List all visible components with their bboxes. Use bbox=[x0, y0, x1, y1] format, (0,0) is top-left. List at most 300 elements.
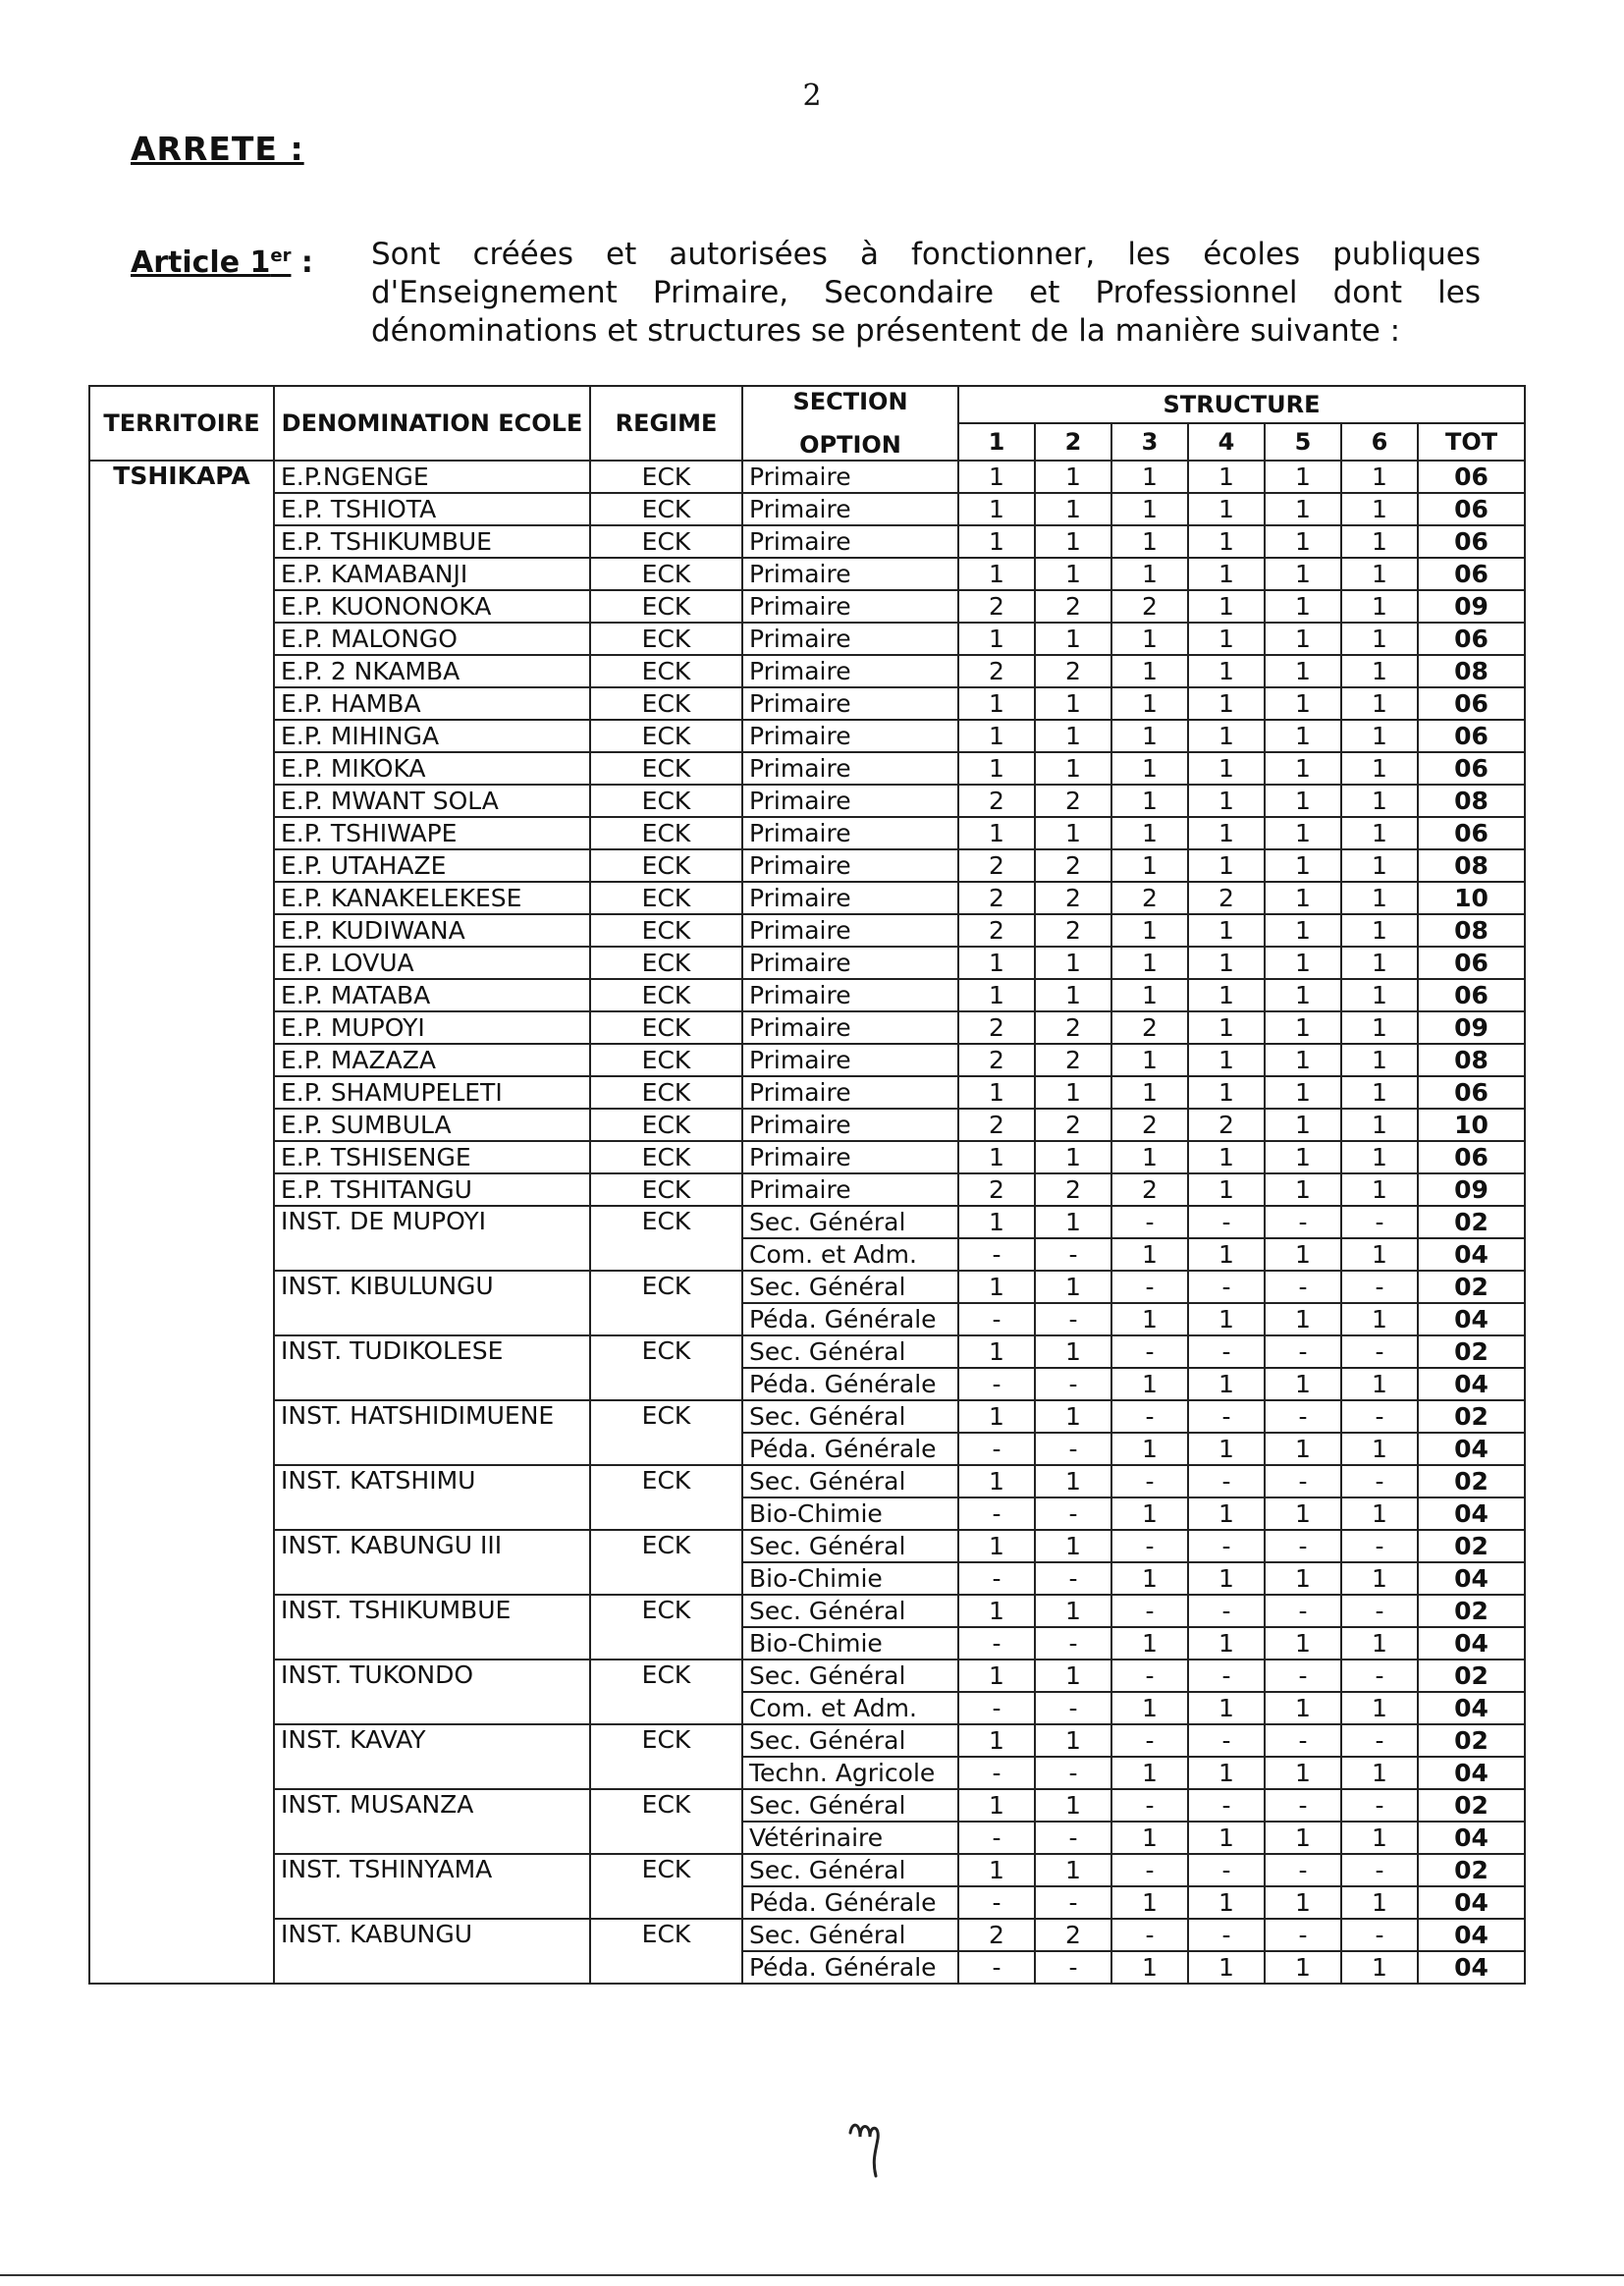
table-row bbox=[89, 947, 1525, 979]
structure-cell: 2 bbox=[1035, 849, 1111, 882]
structure-cell: 1 bbox=[1188, 785, 1265, 817]
structure-cell: 1 bbox=[1035, 1076, 1111, 1109]
structure-cell: 1 bbox=[1341, 882, 1418, 914]
total-cell: 06 bbox=[1418, 461, 1525, 493]
structure-cell: 1 bbox=[1341, 1109, 1418, 1141]
structure-cell: 1 bbox=[1035, 947, 1111, 979]
table-row bbox=[89, 1919, 1525, 1951]
total-cell: 08 bbox=[1418, 914, 1525, 947]
total-cell: 09 bbox=[1418, 590, 1525, 623]
structure-cell: 1 bbox=[1341, 1822, 1418, 1854]
structure-cell: - bbox=[1035, 1627, 1111, 1660]
structure-cell: 1 bbox=[1188, 525, 1265, 558]
structure-cell: 1 bbox=[1111, 1076, 1188, 1109]
header-col-6: 6 bbox=[1341, 423, 1418, 461]
structure-cell: - bbox=[1188, 1271, 1265, 1303]
structure-cell: 1 bbox=[1265, 1238, 1341, 1271]
regime-cell: ECK bbox=[590, 1109, 742, 1141]
structure-cell: 1 bbox=[1188, 655, 1265, 687]
structure-cell: - bbox=[958, 1757, 1035, 1789]
regime-cell: ECK bbox=[590, 785, 742, 817]
structure-cell: 1 bbox=[1341, 1562, 1418, 1595]
structure-cell: 1 bbox=[1341, 1433, 1418, 1465]
structure-cell: - bbox=[1111, 1530, 1188, 1562]
section-cell: Primaire bbox=[742, 1141, 958, 1173]
structure-cell: 1 bbox=[1341, 817, 1418, 849]
structure-cell: - bbox=[1035, 1368, 1111, 1400]
structure-cell: 2 bbox=[1035, 1173, 1111, 1206]
structure-cell: - bbox=[1341, 1595, 1418, 1627]
structure-cell: - bbox=[1035, 1433, 1111, 1465]
structure-cell: - bbox=[1188, 1400, 1265, 1433]
total-cell: 02 bbox=[1418, 1335, 1525, 1368]
regime-cell: ECK bbox=[590, 1660, 742, 1724]
structure-cell: 2 bbox=[1188, 882, 1265, 914]
structure-cell: 1 bbox=[1111, 1886, 1188, 1919]
structure-cell: 1 bbox=[1341, 461, 1418, 493]
structure-cell: 1 bbox=[1265, 558, 1341, 590]
structure-cell: 1 bbox=[1188, 947, 1265, 979]
structure-cell: - bbox=[958, 1303, 1035, 1335]
section-cell: Primaire bbox=[742, 752, 958, 785]
structure-cell: 1 bbox=[1265, 623, 1341, 655]
school-name: E.P. MIKOKA bbox=[274, 752, 590, 785]
section-cell: Péda. Générale bbox=[742, 1368, 958, 1400]
structure-cell: 1 bbox=[1035, 687, 1111, 720]
total-cell: 02 bbox=[1418, 1854, 1525, 1886]
total-cell: 04 bbox=[1418, 1951, 1525, 1984]
structure-cell: 1 bbox=[1111, 1757, 1188, 1789]
structure-cell: - bbox=[1035, 1692, 1111, 1724]
structure-cell: 1 bbox=[1111, 1951, 1188, 1984]
structure-cell: 1 bbox=[958, 1400, 1035, 1433]
section-cell: Sec. Général bbox=[742, 1789, 958, 1822]
section-cell: Techn. Agricole bbox=[742, 1757, 958, 1789]
structure-cell: - bbox=[1188, 1595, 1265, 1627]
section-cell: Sec. Général bbox=[742, 1271, 958, 1303]
structure-cell: 1 bbox=[1341, 655, 1418, 687]
regime-cell: ECK bbox=[590, 1173, 742, 1206]
arrete-heading: ARRETE : bbox=[131, 130, 304, 168]
structure-cell: 2 bbox=[958, 1011, 1035, 1044]
regime-cell: ECK bbox=[590, 1206, 742, 1271]
total-cell: 02 bbox=[1418, 1206, 1525, 1238]
structure-cell: 1 bbox=[1111, 1627, 1188, 1660]
structure-cell: 1 bbox=[958, 1854, 1035, 1886]
structure-cell: 1 bbox=[1111, 461, 1188, 493]
section-cell: Primaire bbox=[742, 525, 958, 558]
section-cell: Sec. Général bbox=[742, 1724, 958, 1757]
table-row bbox=[89, 623, 1525, 655]
structure-cell: - bbox=[958, 1368, 1035, 1400]
structure-cell: 1 bbox=[958, 947, 1035, 979]
structure-cell: 1 bbox=[1035, 1465, 1111, 1497]
regime-cell: ECK bbox=[590, 720, 742, 752]
section-cell: Com. et Adm. bbox=[742, 1692, 958, 1724]
structure-cell: 1 bbox=[1111, 1141, 1188, 1173]
structure-cell: 1 bbox=[958, 525, 1035, 558]
structure-cell: 1 bbox=[1188, 817, 1265, 849]
structure-cell: 2 bbox=[958, 1109, 1035, 1141]
structure-cell: 1 bbox=[1265, 1433, 1341, 1465]
table-row bbox=[89, 1400, 1525, 1433]
table-row bbox=[89, 882, 1525, 914]
structure-cell: 1 bbox=[958, 1335, 1035, 1368]
structure-cell: 1 bbox=[958, 1465, 1035, 1497]
structure-cell: 1 bbox=[958, 493, 1035, 525]
structure-cell: 2 bbox=[1035, 914, 1111, 947]
structure-cell: 1 bbox=[1341, 752, 1418, 785]
structure-cell: 1 bbox=[1265, 655, 1341, 687]
structure-cell: - bbox=[1265, 1206, 1341, 1238]
structure-cell: - bbox=[1341, 1335, 1418, 1368]
section-cell: Primaire bbox=[742, 849, 958, 882]
total-cell: 06 bbox=[1418, 720, 1525, 752]
structure-cell: 1 bbox=[1265, 1951, 1341, 1984]
structure-cell: - bbox=[1035, 1757, 1111, 1789]
structure-cell: 1 bbox=[1341, 1886, 1418, 1919]
structure-cell: 2 bbox=[958, 914, 1035, 947]
structure-cell: 1 bbox=[1265, 1076, 1341, 1109]
school-name: E.P. SHAMUPELETI bbox=[274, 1076, 590, 1109]
total-cell: 02 bbox=[1418, 1595, 1525, 1627]
section-cell: Primaire bbox=[742, 1011, 958, 1044]
structure-cell: 2 bbox=[1111, 1011, 1188, 1044]
structure-cell: 1 bbox=[1341, 947, 1418, 979]
structure-cell: 1 bbox=[1111, 817, 1188, 849]
structure-cell: - bbox=[1341, 1400, 1418, 1433]
structure-cell: - bbox=[1111, 1271, 1188, 1303]
structure-cell: 1 bbox=[958, 1595, 1035, 1627]
article-text: Sont créées et autorisées à fonctionner, les écoles publiques d'Enseignement Primaire, Secondaire et Professionnel dont les dénominations et structures se présentent de la manière suivante : bbox=[371, 237, 1481, 349]
header-regime: REGIME bbox=[590, 386, 742, 461]
structure-cell: 1 bbox=[1341, 914, 1418, 947]
structure-cell: - bbox=[1265, 1595, 1341, 1627]
section-cell: Bio-Chimie bbox=[742, 1562, 958, 1595]
structure-cell: - bbox=[958, 1886, 1035, 1919]
regime-cell: ECK bbox=[590, 558, 742, 590]
institute-name: INST. MUSANZA bbox=[274, 1789, 590, 1854]
total-cell: 08 bbox=[1418, 1044, 1525, 1076]
structure-cell: 1 bbox=[1265, 461, 1341, 493]
structure-cell: - bbox=[1035, 1303, 1111, 1335]
table-row bbox=[89, 1530, 1525, 1562]
regime-cell: ECK bbox=[590, 1011, 742, 1044]
table-row bbox=[89, 1465, 1525, 1497]
structure-cell: - bbox=[1188, 1530, 1265, 1562]
structure-cell: 1 bbox=[1035, 493, 1111, 525]
structure-cell: 1 bbox=[1341, 558, 1418, 590]
structure-cell: 1 bbox=[1341, 720, 1418, 752]
institute-name: INST. TUKONDO bbox=[274, 1660, 590, 1724]
structure-cell: 1 bbox=[1188, 1044, 1265, 1076]
structure-cell: 2 bbox=[1188, 1109, 1265, 1141]
structure-cell: 1 bbox=[1188, 720, 1265, 752]
structure-cell: 2 bbox=[1035, 1044, 1111, 1076]
structure-cell: 1 bbox=[1188, 590, 1265, 623]
section-cell: Primaire bbox=[742, 947, 958, 979]
structure-cell: 2 bbox=[1111, 1173, 1188, 1206]
table-row bbox=[89, 1271, 1525, 1303]
structure-cell: 1 bbox=[1111, 558, 1188, 590]
structure-cell: - bbox=[1188, 1335, 1265, 1368]
section-cell: Sec. Général bbox=[742, 1206, 958, 1238]
total-cell: 08 bbox=[1418, 655, 1525, 687]
structure-cell: 1 bbox=[1035, 817, 1111, 849]
structure-cell: 1 bbox=[1035, 1271, 1111, 1303]
regime-cell: ECK bbox=[590, 1335, 742, 1400]
structure-cell: 1 bbox=[1341, 1757, 1418, 1789]
structure-cell: 2 bbox=[1035, 1109, 1111, 1141]
structure-cell: 1 bbox=[958, 1076, 1035, 1109]
structure-cell: 1 bbox=[1341, 785, 1418, 817]
table-row bbox=[89, 1206, 1525, 1238]
structure-cell: - bbox=[1265, 1724, 1341, 1757]
total-cell: 06 bbox=[1418, 687, 1525, 720]
structure-cell: 1 bbox=[1265, 1044, 1341, 1076]
total-cell: 04 bbox=[1418, 1238, 1525, 1271]
table-row bbox=[89, 1044, 1525, 1076]
structure-cell: 2 bbox=[1035, 882, 1111, 914]
total-cell: 04 bbox=[1418, 1757, 1525, 1789]
regime-cell: ECK bbox=[590, 817, 742, 849]
structure-cell: 1 bbox=[1111, 1822, 1188, 1854]
school-name: E.P. TSHIKUMBUE bbox=[274, 525, 590, 558]
regime-cell: ECK bbox=[590, 1044, 742, 1076]
structure-cell: 1 bbox=[1341, 590, 1418, 623]
structure-cell: - bbox=[1341, 1206, 1418, 1238]
structure-cell: 1 bbox=[1265, 1141, 1341, 1173]
structure-cell: 1 bbox=[1341, 1044, 1418, 1076]
regime-cell: ECK bbox=[590, 687, 742, 720]
total-cell: 08 bbox=[1418, 849, 1525, 882]
structure-cell: 1 bbox=[1111, 1562, 1188, 1595]
structure-cell: 1 bbox=[1188, 461, 1265, 493]
structure-cell: 2 bbox=[958, 1044, 1035, 1076]
structure-cell: - bbox=[1111, 1854, 1188, 1886]
structure-cell: 1 bbox=[1265, 1692, 1341, 1724]
structure-cell: 1 bbox=[1188, 1433, 1265, 1465]
school-name: E.P. KUONONOKA bbox=[274, 590, 590, 623]
total-cell: 06 bbox=[1418, 817, 1525, 849]
section-cell: Vétérinaire bbox=[742, 1822, 958, 1854]
school-name: E.P. 2 NKAMBA bbox=[274, 655, 590, 687]
total-cell: 06 bbox=[1418, 623, 1525, 655]
section-cell: Primaire bbox=[742, 785, 958, 817]
structure-cell: 1 bbox=[1265, 1757, 1341, 1789]
structure-cell: 1 bbox=[1111, 849, 1188, 882]
structure-cell: 1 bbox=[1111, 1303, 1188, 1335]
regime-cell: ECK bbox=[590, 655, 742, 687]
section-cell: Sec. Général bbox=[742, 1465, 958, 1497]
structure-cell: 1 bbox=[1188, 558, 1265, 590]
regime-cell: ECK bbox=[590, 461, 742, 493]
regime-cell: ECK bbox=[590, 623, 742, 655]
table-row bbox=[89, 752, 1525, 785]
regime-cell: ECK bbox=[590, 590, 742, 623]
structure-cell: 1 bbox=[1341, 1951, 1418, 1984]
school-name: E.P. TSHISENGE bbox=[274, 1141, 590, 1173]
table-row bbox=[89, 1789, 1525, 1822]
structure-cell: 1 bbox=[1035, 1206, 1111, 1238]
regime-cell: ECK bbox=[590, 1141, 742, 1173]
structure-cell: 1 bbox=[958, 687, 1035, 720]
section-cell: Bio-Chimie bbox=[742, 1497, 958, 1530]
school-name: E.P. UTAHAZE bbox=[274, 849, 590, 882]
header-tot: TOT bbox=[1418, 423, 1525, 461]
section-cell: Péda. Générale bbox=[742, 1886, 958, 1919]
school-name: E.P. TSHIWAPE bbox=[274, 817, 590, 849]
school-name: E.P.NGENGE bbox=[274, 461, 590, 493]
table-row bbox=[89, 687, 1525, 720]
section-cell: Péda. Générale bbox=[742, 1433, 958, 1465]
total-cell: 02 bbox=[1418, 1530, 1525, 1562]
structure-cell: - bbox=[1035, 1822, 1111, 1854]
total-cell: 04 bbox=[1418, 1822, 1525, 1854]
structure-cell: - bbox=[1341, 1271, 1418, 1303]
table-row bbox=[89, 914, 1525, 947]
header-col-5: 5 bbox=[1265, 423, 1341, 461]
structure-cell: 1 bbox=[1265, 914, 1341, 947]
structure-cell: 1 bbox=[1265, 1109, 1341, 1141]
school-name: E.P. LOVUA bbox=[274, 947, 590, 979]
table-row bbox=[89, 1660, 1525, 1692]
structure-cell: 1 bbox=[958, 1271, 1035, 1303]
structure-cell: 1 bbox=[1188, 687, 1265, 720]
structure-cell: 1 bbox=[1111, 1692, 1188, 1724]
structure-cell: 2 bbox=[1111, 882, 1188, 914]
table-row bbox=[89, 1854, 1525, 1886]
structure-cell: 1 bbox=[1111, 1368, 1188, 1400]
table-row bbox=[89, 1011, 1525, 1044]
structure-cell: 1 bbox=[1111, 914, 1188, 947]
table-row bbox=[89, 979, 1525, 1011]
regime-cell: ECK bbox=[590, 979, 742, 1011]
structure-cell: 2 bbox=[1035, 785, 1111, 817]
section-cell: Sec. Général bbox=[742, 1595, 958, 1627]
section-cell: Primaire bbox=[742, 914, 958, 947]
structure-cell: 1 bbox=[1035, 1660, 1111, 1692]
structure-cell: - bbox=[1265, 1465, 1341, 1497]
institute-name: INST. KIBULUNGU bbox=[274, 1271, 590, 1335]
structure-cell: 1 bbox=[1035, 979, 1111, 1011]
structure-cell: - bbox=[1341, 1660, 1418, 1692]
structure-cell: 1 bbox=[1111, 752, 1188, 785]
institute-name: INST. TUDIKOLESE bbox=[274, 1335, 590, 1400]
structure-cell: 1 bbox=[1111, 1044, 1188, 1076]
structure-cell: 1 bbox=[1188, 1951, 1265, 1984]
structure-cell: - bbox=[958, 1627, 1035, 1660]
structure-cell: - bbox=[1188, 1789, 1265, 1822]
structure-cell: - bbox=[1265, 1919, 1341, 1951]
header-col-1: 1 bbox=[958, 423, 1035, 461]
structure-cell: 1 bbox=[958, 1206, 1035, 1238]
regime-cell: ECK bbox=[590, 752, 742, 785]
structure-cell: 1 bbox=[1341, 1627, 1418, 1660]
header-territoire: TERRITOIRE bbox=[89, 386, 274, 461]
structure-cell: 1 bbox=[1265, 687, 1341, 720]
structure-cell: 1 bbox=[1265, 1627, 1341, 1660]
structure-cell: - bbox=[1341, 1724, 1418, 1757]
regime-cell: ECK bbox=[590, 914, 742, 947]
regime-cell: ECK bbox=[590, 1919, 742, 1984]
regime-cell: ECK bbox=[590, 882, 742, 914]
structure-cell: 1 bbox=[1035, 623, 1111, 655]
table-row bbox=[89, 849, 1525, 882]
section-cell: Primaire bbox=[742, 590, 958, 623]
footer-rule bbox=[0, 2274, 1624, 2276]
structure-cell: - bbox=[1111, 1724, 1188, 1757]
article-label-colon: : bbox=[300, 245, 313, 280]
section-cell: Primaire bbox=[742, 558, 958, 590]
structure-cell: 1 bbox=[1111, 979, 1188, 1011]
structure-cell: 1 bbox=[1111, 1433, 1188, 1465]
section-cell: Primaire bbox=[742, 493, 958, 525]
header-section: SECTION bbox=[792, 388, 908, 415]
structure-cell: 1 bbox=[1111, 493, 1188, 525]
structure-cell: 2 bbox=[1035, 590, 1111, 623]
total-cell: 06 bbox=[1418, 1076, 1525, 1109]
structure-cell: - bbox=[1265, 1400, 1341, 1433]
structure-cell: - bbox=[1035, 1497, 1111, 1530]
regime-cell: ECK bbox=[590, 1595, 742, 1660]
structure-cell: - bbox=[958, 1433, 1035, 1465]
section-cell: Primaire bbox=[742, 655, 958, 687]
structure-cell: 1 bbox=[1035, 461, 1111, 493]
header-option: OPTION bbox=[799, 431, 901, 459]
total-cell: 02 bbox=[1418, 1400, 1525, 1433]
total-cell: 02 bbox=[1418, 1465, 1525, 1497]
section-cell: Primaire bbox=[742, 1076, 958, 1109]
total-cell: 06 bbox=[1418, 979, 1525, 1011]
structure-cell: 1 bbox=[958, 752, 1035, 785]
structure-cell: 1 bbox=[958, 979, 1035, 1011]
institute-name: INST. KATSHIMU bbox=[274, 1465, 590, 1530]
total-cell: 06 bbox=[1418, 752, 1525, 785]
table-row bbox=[89, 1724, 1525, 1757]
signature-mark bbox=[842, 2111, 911, 2180]
structure-cell: 2 bbox=[1111, 1109, 1188, 1141]
section-cell: Bio-Chimie bbox=[742, 1627, 958, 1660]
section-cell: Com. et Adm. bbox=[742, 1238, 958, 1271]
structure-cell: 2 bbox=[958, 655, 1035, 687]
section-cell: Sec. Général bbox=[742, 1854, 958, 1886]
structure-cell: 1 bbox=[1265, 493, 1341, 525]
structure-cell: 2 bbox=[958, 785, 1035, 817]
structure-cell: 1 bbox=[1265, 1562, 1341, 1595]
section-cell: Primaire bbox=[742, 817, 958, 849]
territory-cell: TSHIKAPA bbox=[89, 461, 274, 1984]
header-col-4: 4 bbox=[1188, 423, 1265, 461]
structure-cell: 1 bbox=[1035, 752, 1111, 785]
section-cell: Péda. Générale bbox=[742, 1303, 958, 1335]
school-name: E.P. KANAKELEKESE bbox=[274, 882, 590, 914]
structure-cell: 1 bbox=[1188, 1303, 1265, 1335]
structure-cell: 1 bbox=[958, 1660, 1035, 1692]
structure-cell: 1 bbox=[1111, 785, 1188, 817]
structure-cell: - bbox=[1188, 1465, 1265, 1497]
structure-cell: 2 bbox=[958, 590, 1035, 623]
structure-cell: - bbox=[1188, 1724, 1265, 1757]
total-cell: 04 bbox=[1418, 1627, 1525, 1660]
structure-cell: 1 bbox=[1265, 785, 1341, 817]
section-cell: Sec. Général bbox=[742, 1530, 958, 1562]
structure-cell: - bbox=[958, 1822, 1035, 1854]
table-row bbox=[89, 525, 1525, 558]
school-name: E.P. MWANT SOLA bbox=[274, 785, 590, 817]
structure-cell: 1 bbox=[1035, 525, 1111, 558]
regime-cell: ECK bbox=[590, 947, 742, 979]
